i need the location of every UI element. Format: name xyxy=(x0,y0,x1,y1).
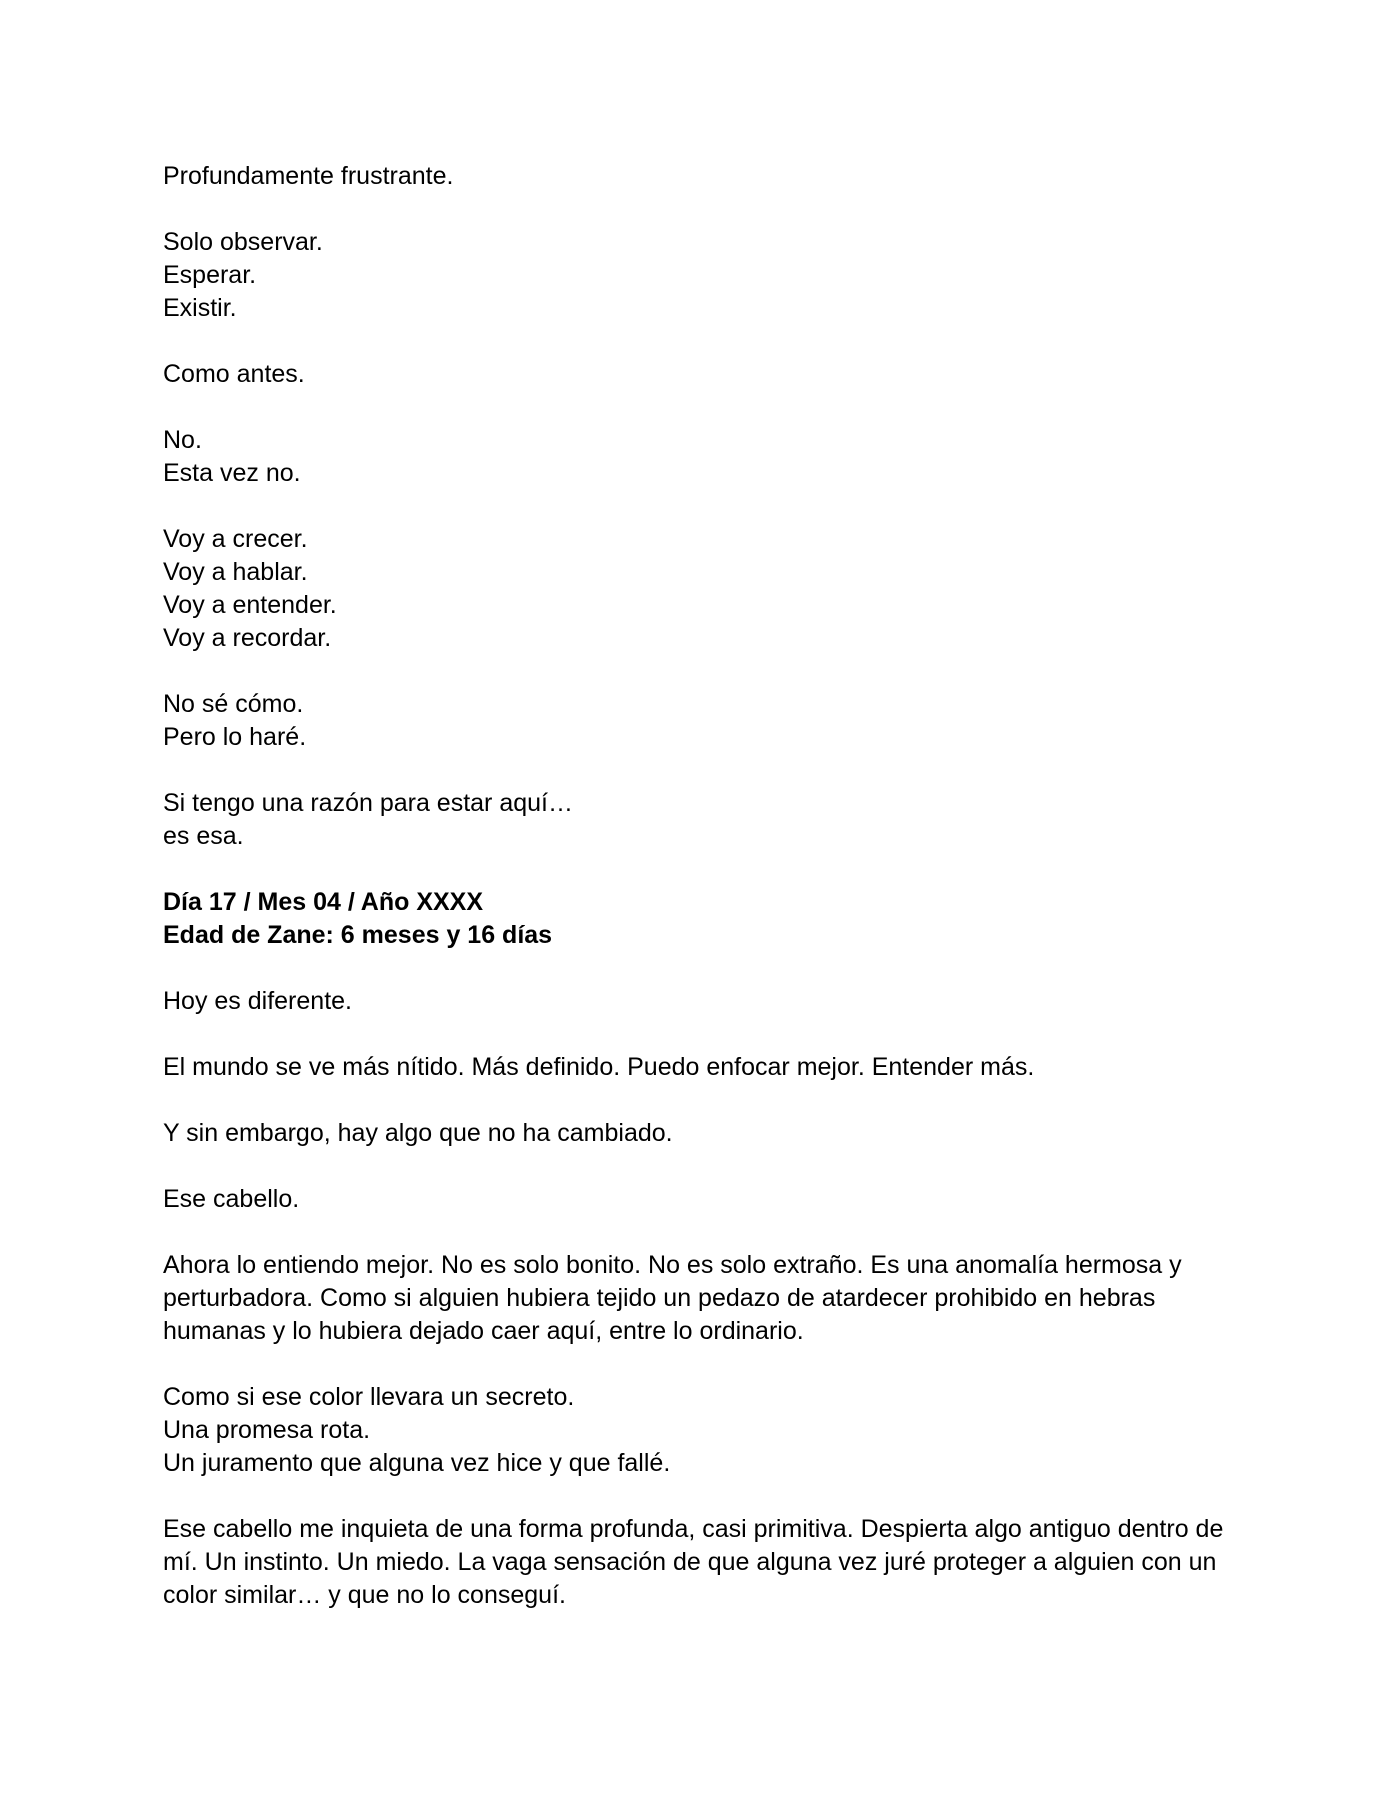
text-line: Esta vez no. xyxy=(163,459,301,487)
paragraph xyxy=(163,1117,1238,1150)
text-line: es esa. xyxy=(163,822,244,850)
text-line: Voy a crecer. xyxy=(163,525,308,553)
paragraph xyxy=(163,160,1238,193)
text-line: Ese cabello. xyxy=(163,1185,300,1213)
text-line: Como si ese color llevara un secreto. xyxy=(163,1383,575,1411)
text-line: perturbadora. Como si alguien hubiera tejido un pedazo de atardecer prohibido en hebras xyxy=(163,1284,1156,1312)
text-line: El mundo se ve más nítido. Más definido. Puedo enfocar mejor. Entender más. xyxy=(163,1053,1035,1081)
paragraph xyxy=(163,358,1238,391)
text-line: Solo observar. xyxy=(163,228,323,256)
document-page xyxy=(163,160,1238,1645)
text-line: Ese cabello me inquieta de una forma profunda, casi primitiva. Despierta algo antiguo dentro de xyxy=(163,1515,1224,1543)
paragraph xyxy=(163,424,1238,490)
paragraph xyxy=(163,1183,1238,1216)
text-line: Esperar. xyxy=(163,261,257,289)
text-line: No. xyxy=(163,426,202,454)
text-line: Hoy es diferente. xyxy=(163,987,352,1015)
text-line: Un juramento que alguna vez hice y que fallé. xyxy=(163,1449,671,1477)
text-line: Si tengo una razón para estar aquí… xyxy=(163,789,573,817)
text-line: Profundamente frustrante. xyxy=(163,162,454,190)
text-line: Y sin embargo, hay algo que no ha cambiado. xyxy=(163,1119,673,1147)
text-line: humanas y lo hubiera dejado caer aquí, entre lo ordinario. xyxy=(163,1317,804,1345)
text-line: No sé cómo. xyxy=(163,690,304,718)
paragraph xyxy=(163,1249,1238,1348)
paragraph xyxy=(163,1513,1238,1612)
text-line: Voy a recordar. xyxy=(163,624,332,652)
paragraph xyxy=(163,688,1238,754)
text-line: Una promesa rota. xyxy=(163,1416,371,1444)
paragraph xyxy=(163,1381,1238,1480)
paragraph xyxy=(163,787,1238,853)
paragraph xyxy=(163,1051,1238,1084)
text-line: Existir. xyxy=(163,294,237,322)
text-line: Como antes. xyxy=(163,360,305,388)
text-line: Ahora lo entiendo mejor. No es solo bonito. No es solo extraño. Es una anomalía hermosa y xyxy=(163,1251,1182,1279)
paragraph xyxy=(163,985,1238,1018)
entry-date: Día 17 / Mes 04 / Año XXXX xyxy=(163,888,484,916)
text-line: Voy a hablar. xyxy=(163,558,308,586)
text-line: Voy a entender. xyxy=(163,591,337,619)
entry-age: Edad de Zane: 6 meses y 16 días xyxy=(163,921,553,949)
text-line: Pero lo haré. xyxy=(163,723,307,751)
entry-heading xyxy=(163,886,1238,952)
text-line: mí. Un instinto. Un miedo. La vaga sensación de que alguna vez juré proteger a alguien con un xyxy=(163,1548,1217,1576)
paragraph xyxy=(163,523,1238,655)
text-line: color similar… y que no lo conseguí. xyxy=(163,1581,566,1609)
paragraph xyxy=(163,226,1238,325)
